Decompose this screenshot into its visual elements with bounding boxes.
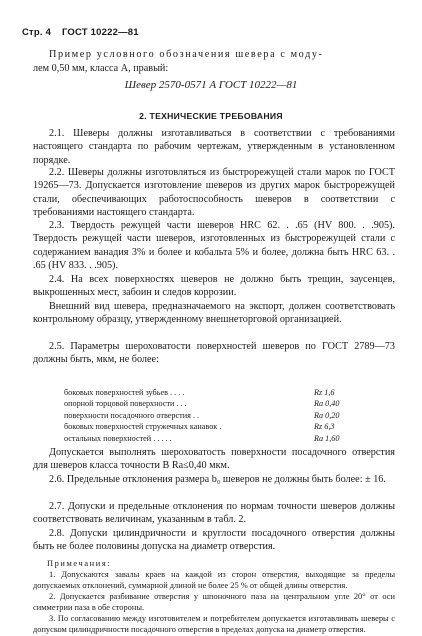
paragraph-2-5: 2.5. Параметры шероховатости поверхностей шеверов по ГОСТ 2789—73 должны быть, мкм, не более: (33, 341, 395, 366)
paragraph-export: Внешний вид шевера, предназначаемого на экспорт, должен соответствовать контрольному образцу, утвержденному внешнеторговой организацией. (33, 301, 395, 326)
intro-line-2: лем 0,50 мм, класса А, правый: (33, 63, 169, 74)
page-header (22, 27, 147, 38)
section-title: 2. ТЕХНИЧЕСКИЕ ТРЕБОВАНИЯ (139, 111, 283, 121)
note-3: 3. По согласованию между изготовителем и потребителем допускается изготавливать шеверы с допуском цилиндричности посадочного отверстия в пределах допуска на диаметр отверстия. (33, 613, 395, 634)
page-number: Стр. 4 (22, 27, 52, 38)
paragraph-2-3: 2.3. Твердость режущей части шеверов HRC 62. . .65 (HV 800. . .905). Твердость режущей части шеверов, изготовленных из быстрорежущей стали с содержанием ванадия 3% и более и кобальта 5% и более, должна быть HRC 63. . .65 (HV 833. . .905). (33, 220, 395, 272)
paragraph-2-6: 2.6. Предельные отклонения размера b₀ шеверов не должны быть более: ± 16. (49, 474, 386, 485)
roughness-list (64, 387, 364, 444)
notes-block (33, 528, 395, 635)
note-2: 2. Допускается разбивание отверстия у шпоночного паза на центральном угле 20° от оси симметрии паза в обе стороны. (33, 591, 395, 612)
paragraph-roughness-note: Допускается выполнять шероховатость поверхности посадочного отверстия для шеверов класса точности В Ra≤0,40 мкм. (33, 447, 395, 472)
notes-title: Примечания: (47, 558, 112, 568)
roughness-row: остальных поверхностей . . . . . Ra 1,60 (64, 433, 340, 443)
paragraph-2-7: 2.7. Допуски и предельные отклонения по нормам точности шеверов должны соответствовать величинам, указанным в табл. 2. (33, 501, 395, 526)
designation-example: Шевер 2570-0571 А ГОСТ 10222—81 (124, 79, 298, 91)
roughness-row: опорной торцовой поверхности . . . Ra 0,40 (64, 399, 340, 409)
roughness-row: боковых поверхностей стружечных канавок . Rz 6,3 (64, 422, 335, 432)
roughness-row: поверхности посадочного отверстия . . Ra 0,20 (64, 410, 340, 420)
paragraph-2-8: 2.8. Допуски цилиндричности и круглости посадочного отверстия должны быть не более половины допуска на диаметр отверстия. (33, 528, 395, 553)
note-1: 1. Допускаются завалы краев на каждой из сторон отверстия, выходящие за пределы допускаемых отклонений, суммарной длиной не более 25 % от общей длины отверстия. (33, 569, 395, 590)
paragraph-2-4: 2.4. На всех поверхностях шеверов не должно быть трещин, заусенцев, выкрошенных мест, забоин и следов коррозии. (33, 274, 395, 299)
paragraph-2-2: 2.2. Шеверы должны изготовляться из быстрорежущей стали марок по ГОСТ 19265—73. Допускается изготовление шеверов из других марок быстрорежущей стали, обеспечивающих работоспособность шеверов в соответствии с требованиями настоящего стандарта. (33, 167, 395, 219)
paragraph-2-1: 2.1. Шеверы должны изготавливаться в соответствии с требованиями настоящего стандарта по рабочим чертежам, утвержденным в установленном порядке. (33, 128, 395, 166)
roughness-row: боковых поверхностей зубьев . . . . Rz 1,6 (64, 388, 335, 397)
standard-number: ГОСТ 10222—81 (61, 27, 139, 38)
intro-line-1: Пример условного обозначения шевера с моду- (49, 49, 324, 60)
